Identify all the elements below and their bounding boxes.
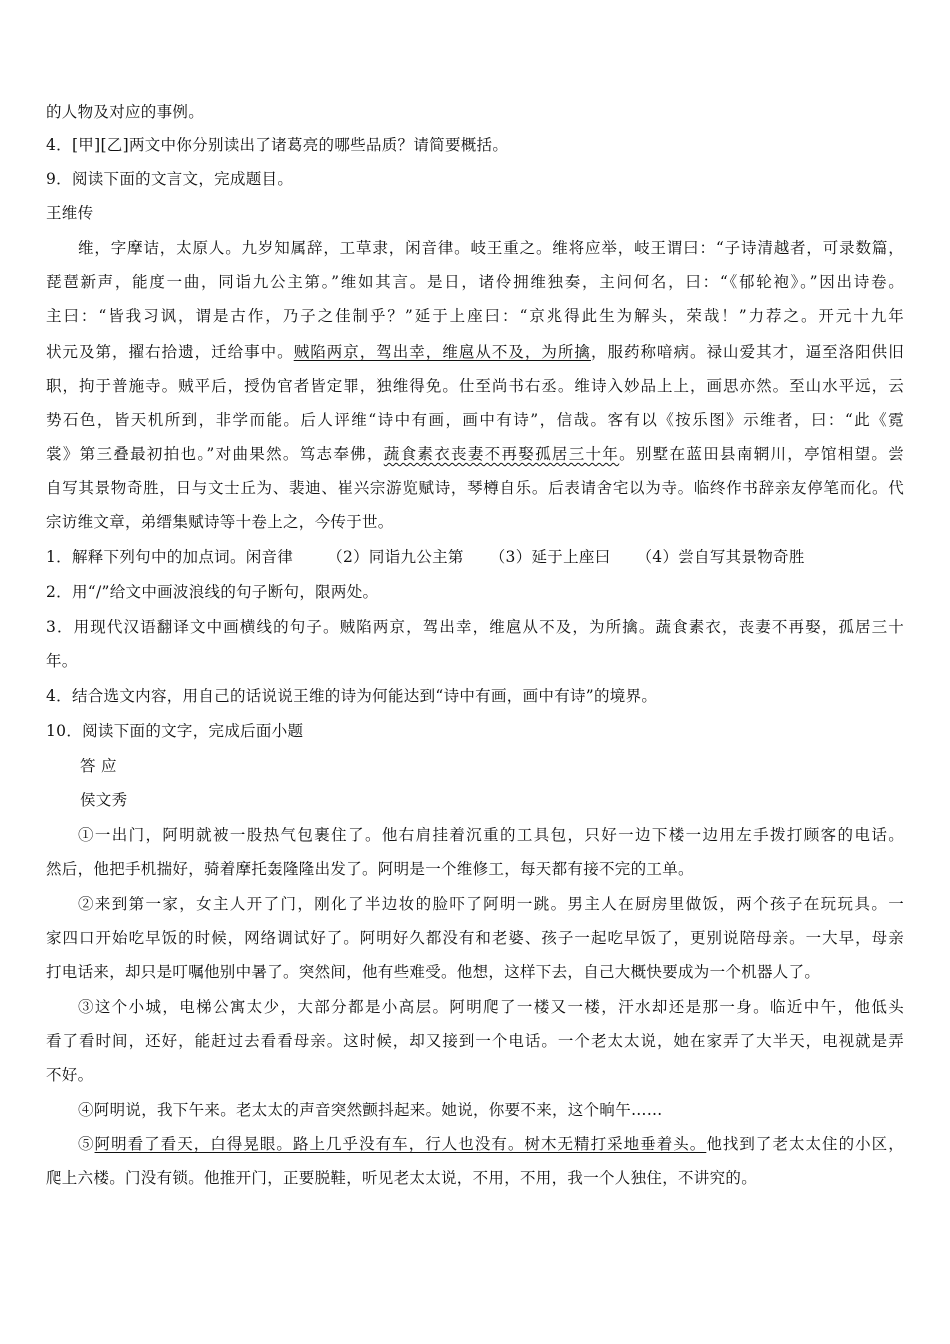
- text-segment: ，服药称喑病。禄山爱其才，逼至洛阳供旧: [590, 343, 904, 361]
- story-line: ①一出门，阿明就被一股热气包裹住了。他右肩挂着沉重的工具包，只好一边下楼一边用左手拨打顾客的电话。: [78, 826, 904, 844]
- story-line: 然后，他把手机揣好，骑着摩托轰隆隆出发了。阿明是一个维修工，每天都有接不完的工单。: [46, 860, 694, 878]
- q9-passage-line: 琵琶新声，能度一曲，同诣九公主第。”维如其言。是日，诸伶拥维独奏，主问何名，曰：“《郁轮袍》。”因出诗卷。: [46, 273, 904, 291]
- text-segment: 1．解释下列句中的加点词。闲音律: [46, 548, 294, 566]
- q9-subquestion-2: 2．用“/”给文中画波浪线的句子断句，限两处。: [46, 583, 379, 601]
- prev-tail: 的人物及对应的事例。: [46, 103, 205, 121]
- story-line: 爬上六楼。门没有锁。他推开门，正要脱鞋，听见老太太说，不用，不用，我一个人独住，不讲究的。: [46, 1169, 758, 1187]
- story-line: 看了看时间，还好，能赶过去看看母亲。这时候，却又接到一个电话。一个老太太说，她在家弄了大半天，电视就是弄: [46, 1032, 904, 1050]
- q9-subquestion-3: 3．用现代汉语翻译文中画横线的句子。贼陷两京，驾出幸，维扈从不及，为所擒。蔬食素衣，丧妻不再娶，孤居三十: [46, 618, 904, 636]
- q9-passage-line: 自写其景物奇胜，日与文士丘为、裴迪、崔兴宗游览赋诗，琴樽自乐。后表请舍宅以为寺。临终作书辞亲友停笔而化。代: [46, 479, 904, 497]
- text-segment: 他找到了老太太住的小区，: [706, 1135, 904, 1153]
- q9-passage-line: [46, 443, 904, 465]
- text-segment: （4）尝自写其景物奇胜: [636, 548, 805, 566]
- story-line: 不好。: [46, 1066, 94, 1084]
- q9-subquestion-1: [46, 546, 805, 568]
- q9-passage-title: 王维传: [46, 204, 94, 222]
- story-line: ④阿明说，我下午来。老太太的声音突然颤抖起来。她说，你要不来，这个晌午……: [78, 1101, 663, 1119]
- q9-passage-line: 宗访维文章，弟缙集赋诗等十卷上之，今传于世。: [46, 513, 394, 531]
- story-author: 侯文秀: [80, 791, 128, 809]
- text-segment: 。别墅在蓝田县南辋川，亭馆相望。尝: [619, 445, 904, 463]
- q9-subquestion-4: 4．结合选文内容，用自己的话说说王维的诗为何能达到“诗中有画，画中有诗”的境界。: [46, 687, 658, 705]
- text-segment: 状元及第，擢右拾遗，迁给事中。: [46, 343, 294, 361]
- story-line: 家四口开始吃早饭的时候，网络调试好了。阿明好久都没有和老婆、孩子一起吃早饭了，更别说陪母亲。一大早，母亲: [46, 929, 904, 947]
- q9-passage-line: 职，拘于普施寺。贼平后，授伪官者皆定罪，独维得免。仕至尚书右丞。维诗入妙品上上，画思亦然。至山水平远，云: [46, 377, 904, 395]
- text-segment: （2）同诣九公主第: [327, 548, 464, 566]
- prev-question-4: 4．[甲][乙]两文中你分别读出了诸葛亮的哪些品质？请简要概括。: [46, 136, 509, 154]
- text-segment: （3）延于上座曰: [489, 548, 611, 566]
- story-line: [78, 1133, 904, 1155]
- text-segment: 裳》第三叠最初拍也。”对曲果然。笃志奉佛，: [46, 445, 384, 463]
- text-segment: ⑤: [78, 1135, 95, 1153]
- q9-subquestion-3-cont: 年。: [46, 652, 78, 670]
- story-line: ②来到第一家，女主人开了门，刚化了半边妆的脸吓了阿明一跳。男主人在厨房里做饭，两个孩子在玩玩具。一: [78, 895, 904, 913]
- q9-passage-line: [46, 341, 904, 363]
- story-line: 打电话来，却只是叮嘱他别中暑了。突然间，他有些难受。他想，这样下去，自己大概快要成为一个机器人了。: [46, 963, 821, 981]
- underlined-sentence: 贼陷两京，驾出幸，维扈从不及，为所擒: [293, 343, 591, 361]
- q9-passage-line: 势石色，皆天机所到，非学而能。后人评维“诗中有画，画中有诗”，信哉。客有以《按乐图》示维者，曰：“此《霓: [46, 411, 904, 429]
- underlined-sentence: 阿明看了看天，白得晃眼。路上几乎没有车，行人也没有。树木无精打采地垂着头。: [94, 1135, 707, 1153]
- story-line: ③这个小城，电梯公寓太少，大部分都是小高层。阿明爬了一楼又一楼，汗水却还是那一身。临近中午，他低头: [78, 998, 904, 1016]
- q9-passage-line: 主曰：“皆我习讽，谓是古作，乃子之佳制乎？”延于上座曰：“京兆得此生为解头，荣哉！”力荐之。开元十九年: [46, 307, 904, 325]
- q10-heading: 10．阅读下面的文字，完成后面小题: [46, 722, 304, 740]
- wavy-underlined-sentence: 蔬食素衣丧妻不再娶孤居三十年: [383, 445, 620, 463]
- q9-passage-line: 维，字摩诘，太原人。九岁知属辞，工草隶，闲音律。岐王重之。维将应举，岐王谓曰：“子诗清越者，可录数篇，: [78, 239, 904, 257]
- q9-heading: 9．阅读下面的文言文，完成题目。: [46, 170, 294, 188]
- story-title: 答 应: [80, 757, 117, 775]
